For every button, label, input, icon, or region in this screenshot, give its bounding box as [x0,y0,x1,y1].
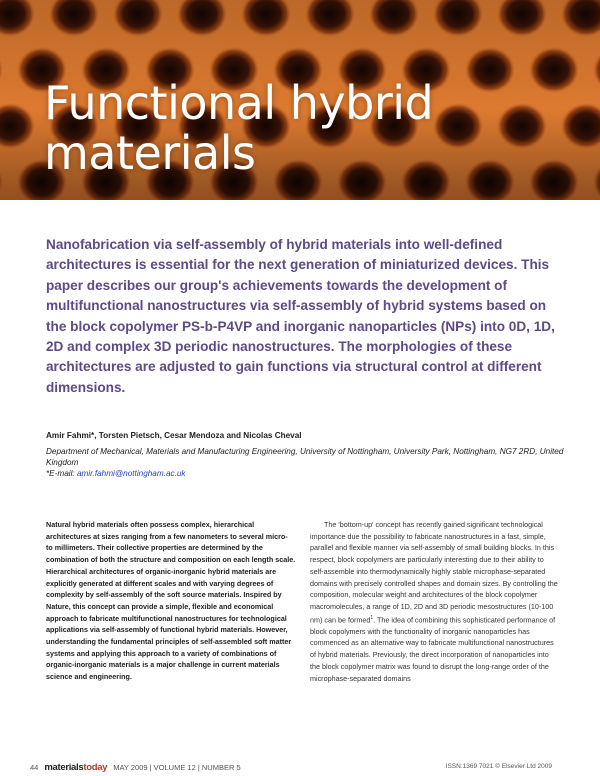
logo-today: today [83,762,108,773]
reference-marker: 1 [370,614,374,621]
author-affiliation: Department of Mechanical, Materials and Manufacturing Engineering, University of Nottingham, University Park, Nottingham, NG7 2RD, United Kingdom [46,447,564,467]
journal-logo [44,762,107,773]
issue-info: MAY 2009 | VOLUME 12 | NUMBER 5 [113,763,241,772]
abstract: Nanofabrication via self-assembly of hybrid materials into well-defined architectures is essential for the next generation of miniaturized devices. This paper describes our group's achievements towards the development of multifunctional nanostructures via self-assembly of hybrid systems based on the block copolymer PS-b-P4VP and inorganic nanoparticles (NPs) into 0D, 1D, 2D and complex 3D periodic nanostructures. The morphologies of these architectures are adjusted to gain functions via structural control at different dimensions. [46,237,555,395]
author-block [46,430,566,479]
email-link[interactable]: amir.fahmi@nottingham.ac.uk [76,469,186,478]
page-number: 44 [30,763,39,772]
article-title [44,78,564,178]
title-line-1: Functional hybrid [44,76,434,130]
author-names: Amir Fahmi*, Torsten Pietsch, Cesar Mendoza and Nicolas Cheval [46,431,302,440]
issn-copyright: ISSN:1369 7021 © Elsevier Ltd 2009 [445,763,552,770]
footer-left [30,762,241,773]
right-column-text-1: The 'bottom-up' concept has recently gained significant technological importance due the possibility to fabricate nanostructures in a fast, simple, parallel and flexible manner via self-assembly of small building blocks. In this respect, block copolymers are particularly interesting due to their ability to self-assemble into thermodynamically highly stable microphase-separated domains with precisely controlled shapes and domain sizes. By controlling the composition, molecular weight and architectures of the block copolymer macromolecules, a range of 1D, 2D and 3D periodic mesostructures (10-100 nm) can be formed [310,520,558,625]
body-left-column: Natural hybrid materials often possess complex, hierarchical architectures at sizes ranging from a few nanometers to several micro- to millimeters. Their collective properties are determined by the combination of both the structure and composition on each length scale. Hierarchical architectures of organic-inorganic hybrid materials are explicitly generated at different scales and with varying degrees of complexity by self-assembly of the soft source materials. Inspired by Nature, this concept can provide a simple, flexible and economical approach to fabricate multifunctional nanostructures for technological applications via self-assembly of functional hybrid materials. However, understanding the fundamental principles of self-assembled soft matter systems and applying this approach to a variety of combinations of organic-inorganic materials is a major challenge in current materials science and engineering. [46,520,296,682]
logo-materials: materials [44,762,84,773]
hero-banner [0,0,600,200]
email-label: *E-mail: [46,469,77,478]
author-email-line [46,468,566,479]
body-right-column [310,519,558,684]
right-column-text-2: . The idea of combining this sophisticated performance of block copolymers with the functionality of inorganic nanoparticles has commenced as an alternative way to fabricate multifunctional nanostructures of hybrid materials. Previously, the direct incorporation of nanoparticles into the block copolymer matrix was found to disrupt the long-range order of the microphase-separated domains [310,615,556,683]
title-line-2: materials [44,126,256,180]
